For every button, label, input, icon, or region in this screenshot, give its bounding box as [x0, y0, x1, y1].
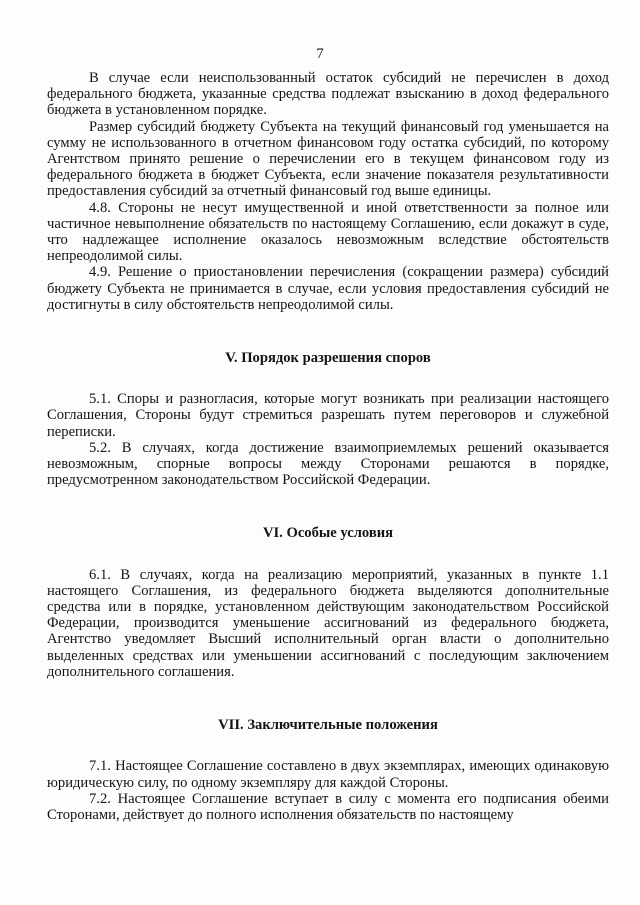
document-body — [47, 70, 609, 823]
section-heading-disputes: V. Порядок разрешения споров — [225, 350, 431, 367]
paragraph-5-2: 5.2. В случаях, когда достижение взаимоприемлемых решений оказывается невозможным, спорные вопросы между Сторонами решаются в порядке, предусмотренном законодательством Российской Федерации. — [47, 439, 609, 489]
section-heading-special-conditions: VI. Особые условия — [262, 525, 394, 542]
paragraph-5-1: 5.1. Споры и разногласия, которые могут возникать при реализации настоящего Соглашения, Стороны будут стремиться разрешать путем переговоров и служебной переписки. — [47, 391, 609, 440]
page-number: 7 — [316, 46, 324, 62]
section-heading-final-provisions: VII. Заключительные положения — [218, 717, 438, 734]
paragraph-7-1: 7.1. Настоящее Соглашение составлено в двух экземплярах, имеющих одинаковую юридическую силу, по одному экземпляру для каждой Стороны. — [47, 758, 609, 791]
paragraph-unused-balance: В случае если неиспользованный остаток субсидий не перечислен в доход федерального бюджета, указанные средства подлежат взысканию в доход федерального бюджета в установленном порядке. — [47, 70, 609, 119]
paragraph-4-8: 4.8. Стороны не несут имущественной и иной ответственности за полное или частичное невыполнение обязательств по настоящему Соглашению, если докажут в суде, что надлежащее исполнение оказалось невозможным вследствие обстоятельств непреодолимой силы. — [47, 199, 609, 265]
paragraph-7-2: 7.2. Настоящее Соглашение вступает в силу с момента его подписания обеими Сторонами, действует до полного исполнения обязательств по настоящему — [47, 790, 609, 823]
paragraph-6-1: 6.1. В случаях, когда на реализацию мероприятий, указанных в пункте 1.1 настоящего Соглашения, из федерального бюджета выделяются дополнительные средства или в порядке, установленном действующим законодательством Российской Федерации, производится уменьшение ассигнований из федерального бюджета, Агентство уведомляет Высший исполнительный орган власти о дополнительно выделенных средствах или уменьшении ассигнований с последующим заключением дополнительного соглашения. — [47, 566, 609, 680]
paragraph-subsidy-reduction: Размер субсидий бюджету Субъекта на текущий финансовый год уменьшается на сумму не использованного в отчетном финансовом году остатка субсидий, по которому Агентством принято решение о перечислении его в текущем финансовом году из федерального бюджета в бюджет Субъекта, если значение показателя результативности предоставления субсидий за отчетный финансовый год выше единицы. — [47, 118, 609, 200]
paragraph-4-9: 4.9. Решение о приостановлении перечисления (сокращении размера) субсидий бюджету Субъекта не принимается в случае, если условия предоставления субсидий не достигнуты в силу обстоятельств непреодолимой силы. — [47, 264, 609, 313]
